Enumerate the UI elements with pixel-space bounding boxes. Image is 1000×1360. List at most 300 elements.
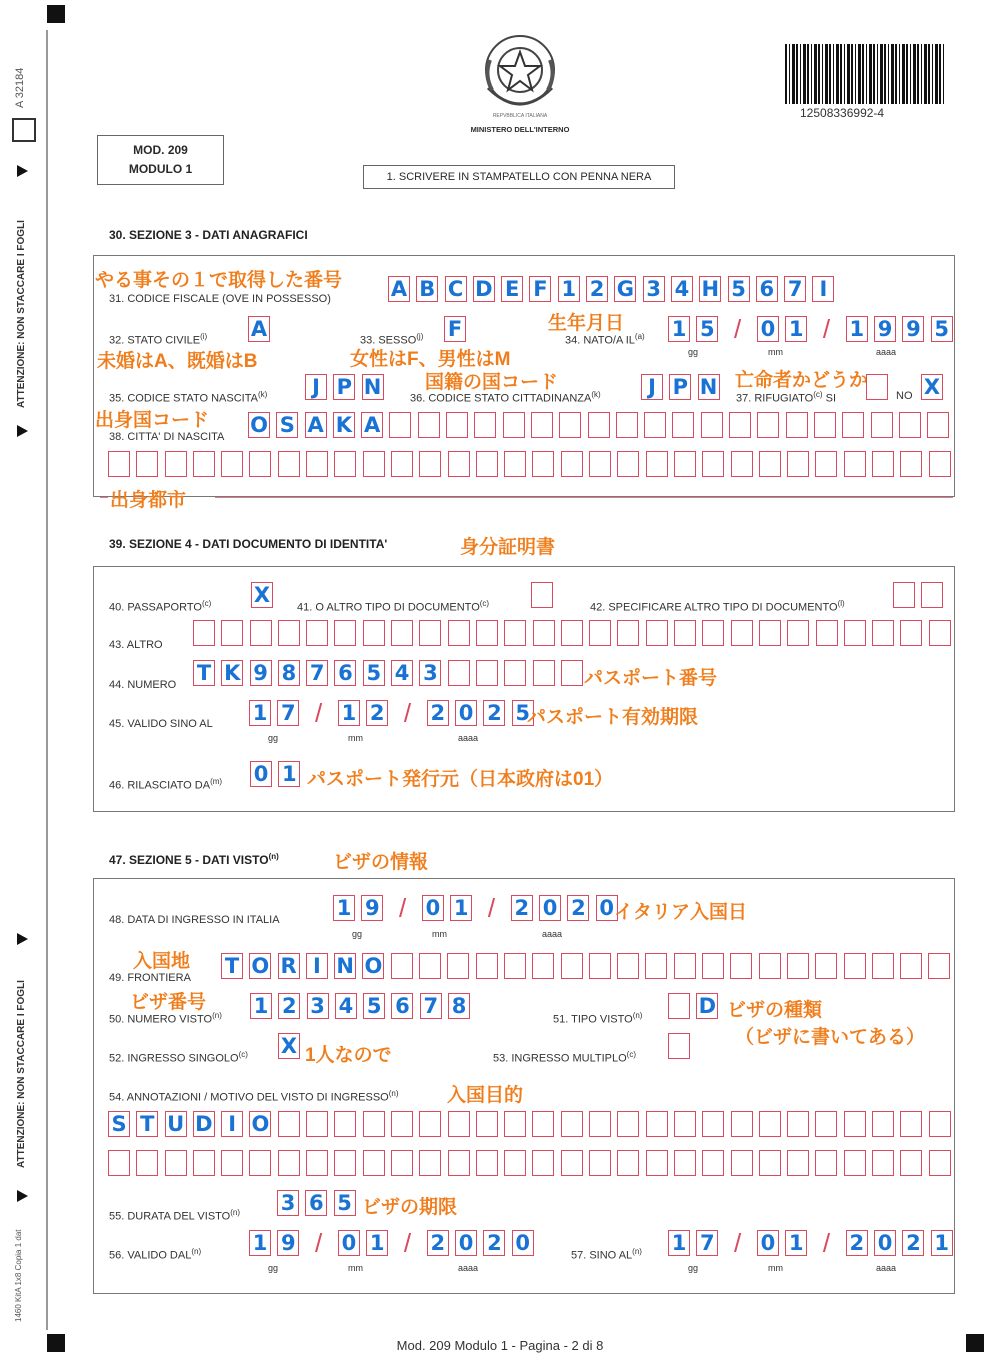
date-cell-mm[interactable]: 1 <box>338 700 360 726</box>
letter-cell[interactable] <box>787 620 809 646</box>
letter-cell[interactable] <box>334 1150 356 1176</box>
letter-cell[interactable] <box>929 620 951 646</box>
letter-cell[interactable]: J <box>641 374 663 400</box>
letter-cell[interactable]: 9 <box>250 660 272 686</box>
stato-civile-cells <box>248 316 276 342</box>
specificare-cell[interactable] <box>893 582 915 608</box>
letter-cell[interactable] <box>532 1150 554 1176</box>
letter-cell[interactable] <box>644 412 666 438</box>
letter-cell[interactable] <box>474 412 496 438</box>
letter-cell[interactable] <box>561 620 583 646</box>
letter-cell[interactable]: A <box>361 412 383 438</box>
letter-cell[interactable] <box>533 660 555 686</box>
letter-cell[interactable]: 8 <box>448 993 470 1019</box>
letter-cell[interactable] <box>504 953 526 979</box>
letter-cell[interactable] <box>815 451 837 477</box>
ingresso-multiplo-cell[interactable] <box>668 1033 690 1059</box>
letter-cell[interactable] <box>448 1150 470 1176</box>
letter-cell[interactable] <box>278 1111 300 1137</box>
letter-cell[interactable]: 5 <box>363 660 385 686</box>
letter-cell[interactable]: 4 <box>335 993 357 1019</box>
letter-cell[interactable]: 4 <box>391 660 413 686</box>
date-cell-yyyy[interactable]: 1 <box>846 316 868 342</box>
date-cell-dd[interactable]: 5 <box>696 316 718 342</box>
letter-cell[interactable] <box>193 451 215 477</box>
letter-cell[interactable] <box>646 1150 668 1176</box>
letter-cell[interactable] <box>900 1150 922 1176</box>
letter-cell[interactable] <box>418 412 440 438</box>
letter-cell[interactable]: 2 <box>278 993 300 1019</box>
letter-cell[interactable] <box>927 412 949 438</box>
letter-cell[interactable] <box>674 953 696 979</box>
letter-cell[interactable] <box>334 620 356 646</box>
letter-cell[interactable]: 8 <box>278 660 300 686</box>
letter-cell[interactable] <box>448 620 470 646</box>
letter-cell[interactable] <box>730 953 752 979</box>
letter-cell[interactable]: S <box>276 412 298 438</box>
letter-cell[interactable] <box>559 412 581 438</box>
letter-cell[interactable] <box>900 620 922 646</box>
letter-cell[interactable] <box>561 660 583 686</box>
letter-cell[interactable] <box>759 1111 781 1137</box>
letter-cell[interactable] <box>786 412 808 438</box>
ingresso-singolo-note: 1人なので <box>305 1045 392 1066</box>
letter-cell[interactable] <box>617 1150 639 1176</box>
letter-cell[interactable]: 3 <box>419 660 441 686</box>
letter-cell[interactable] <box>250 620 272 646</box>
letter-cell[interactable] <box>646 620 668 646</box>
letter-cell[interactable] <box>363 1150 385 1176</box>
tipo-visto-cell[interactable] <box>668 993 690 1019</box>
date-cell-yyyy[interactable]: 1 <box>931 1230 953 1256</box>
letter-cell[interactable] <box>193 620 215 646</box>
letter-cell[interactable] <box>702 953 724 979</box>
letter-cell[interactable] <box>589 953 611 979</box>
letter-cell[interactable] <box>702 451 724 477</box>
letter-cell[interactable] <box>108 451 130 477</box>
letter-cell[interactable] <box>533 620 555 646</box>
letter-cell[interactable]: T <box>136 1111 158 1137</box>
letter-cell[interactable] <box>787 451 809 477</box>
altro-tipo-cell[interactable] <box>531 582 553 608</box>
letter-cell[interactable]: N <box>362 374 384 400</box>
letter-cell[interactable] <box>532 953 554 979</box>
letter-cell[interactable] <box>702 1111 724 1137</box>
letter-cell[interactable] <box>701 412 723 438</box>
letter-cell[interactable] <box>759 451 781 477</box>
letter-cell[interactable]: H <box>699 276 721 302</box>
letter-cell[interactable] <box>617 1111 639 1137</box>
durata-cells <box>277 1190 362 1216</box>
letter-cell[interactable] <box>617 451 639 477</box>
date-cell-yyyy[interactable]: 2 <box>427 1230 449 1256</box>
letter-cell[interactable] <box>674 1111 696 1137</box>
letter-cell[interactable] <box>616 412 638 438</box>
letter-cell[interactable]: 5 <box>334 1190 356 1216</box>
letter-cell[interactable] <box>448 1111 470 1137</box>
date-cell-yyyy[interactable]: 9 <box>874 316 896 342</box>
letter-cell[interactable]: I <box>812 276 834 302</box>
letter-cell[interactable] <box>729 412 751 438</box>
letter-cell[interactable] <box>363 451 385 477</box>
letter-cell[interactable] <box>844 1150 866 1176</box>
letter-cell[interactable] <box>561 1111 583 1137</box>
rifugiato-si-cells <box>866 374 894 400</box>
letter-cell[interactable] <box>844 451 866 477</box>
letter-cell[interactable] <box>645 953 667 979</box>
letter-cell[interactable]: D <box>473 276 495 302</box>
passaporto-cell[interactable]: X <box>251 582 273 608</box>
letter-cell[interactable] <box>844 953 866 979</box>
letter-cell[interactable]: 6 <box>334 660 356 686</box>
letter-cell[interactable] <box>899 412 921 438</box>
letter-cell[interactable] <box>221 451 243 477</box>
letter-cell[interactable]: I <box>221 1111 243 1137</box>
valido-dal-mm-sublabel: mm <box>348 1263 363 1273</box>
letter-cell[interactable]: A <box>305 412 327 438</box>
date-cell-yyyy[interactable]: 9 <box>902 316 924 342</box>
letter-cell[interactable] <box>419 620 441 646</box>
letter-cell[interactable] <box>532 451 554 477</box>
letter-cell[interactable]: 3 <box>277 1190 299 1216</box>
letter-cell[interactable]: P <box>333 374 355 400</box>
letter-cell[interactable] <box>589 451 611 477</box>
letter-cell[interactable] <box>844 620 866 646</box>
letter-cell[interactable]: 3 <box>307 993 329 1019</box>
letter-cell[interactable]: N <box>334 953 356 979</box>
letter-cell[interactable] <box>872 1150 894 1176</box>
letter-cell[interactable] <box>306 1111 328 1137</box>
letter-cell[interactable] <box>363 620 385 646</box>
letter-cell[interactable] <box>306 451 328 477</box>
letter-cell[interactable] <box>476 1111 498 1137</box>
letter-cell[interactable] <box>448 660 470 686</box>
letter-cell[interactable] <box>646 451 668 477</box>
letter-cell[interactable]: K <box>333 412 355 438</box>
letter-cell[interactable]: 5 <box>363 993 385 1019</box>
letter-cell[interactable] <box>476 620 498 646</box>
letter-cell[interactable] <box>872 953 894 979</box>
letter-cell[interactable]: R <box>278 953 300 979</box>
letter-cell[interactable]: B <box>416 276 438 302</box>
letter-cell[interactable] <box>446 412 468 438</box>
date-cell-dd[interactable]: 1 <box>249 700 271 726</box>
letter-cell[interactable]: N <box>698 374 720 400</box>
valido-sino-note: パスポート有効期限 <box>527 707 699 728</box>
letter-cell[interactable] <box>419 451 441 477</box>
letter-cell[interactable] <box>306 620 328 646</box>
date-cell-dd[interactable]: 9 <box>361 895 383 921</box>
numero-label: 44. NUMERO <box>109 679 177 691</box>
date-separator: / <box>822 313 831 344</box>
annotazioni-note: 入国目的 <box>447 1085 524 1106</box>
date-cell-mm[interactable]: 1 <box>366 1230 388 1256</box>
rifugiato-no-cell[interactable]: X <box>921 374 943 400</box>
letter-cell[interactable] <box>872 1111 894 1137</box>
letter-cell[interactable] <box>900 1111 922 1137</box>
nato-il-note: 生年月日 <box>548 313 625 334</box>
letter-cell[interactable]: K <box>221 660 243 686</box>
letter-cell[interactable] <box>731 620 753 646</box>
letter-cell[interactable] <box>759 1150 781 1176</box>
letter-cell[interactable] <box>731 451 753 477</box>
date-cell-mm[interactable]: 1 <box>450 895 472 921</box>
sino-al-yyyy-sublabel: aaaa <box>876 1263 897 1273</box>
date-cell-mm[interactable]: 0 <box>757 316 779 342</box>
letter-cell[interactable] <box>221 1150 243 1176</box>
letter-cell[interactable] <box>389 412 411 438</box>
letter-cell[interactable] <box>929 1111 951 1137</box>
date-cell-yyyy[interactable]: 2 <box>846 1230 868 1256</box>
letter-cell[interactable]: O <box>249 1111 271 1137</box>
letter-cell[interactable]: 7 <box>306 660 328 686</box>
letter-cell[interactable]: 5 <box>728 276 750 302</box>
letter-cell[interactable]: C <box>445 276 467 302</box>
letter-cell[interactable] <box>561 953 583 979</box>
letter-cell[interactable] <box>419 1111 441 1137</box>
letter-cell[interactable] <box>249 451 271 477</box>
date-cell-yyyy[interactable]: 2 <box>483 1230 505 1256</box>
date-cell-yyyy[interactable]: 5 <box>931 316 953 342</box>
barcode <box>785 44 945 104</box>
letter-cell[interactable] <box>504 451 526 477</box>
letter-cell[interactable] <box>759 953 781 979</box>
letter-cell[interactable] <box>731 1150 753 1176</box>
letter-cell[interactable] <box>476 1150 498 1176</box>
letter-cell[interactable] <box>787 1150 809 1176</box>
letter-cell[interactable] <box>787 1111 809 1137</box>
letter-cell[interactable] <box>391 620 413 646</box>
letter-cell[interactable] <box>391 451 413 477</box>
letter-cell[interactable] <box>504 660 526 686</box>
letter-cell[interactable] <box>108 1150 130 1176</box>
date-cell-yyyy[interactable]: 5 <box>512 700 534 726</box>
letter-cell[interactable] <box>419 1150 441 1176</box>
letter-cell[interactable]: U <box>165 1111 187 1137</box>
arrow-icon <box>17 933 28 945</box>
letter-cell[interactable] <box>504 1111 526 1137</box>
date-cell-mm[interactable]: 0 <box>338 1230 360 1256</box>
date-cell-dd[interactable]: 7 <box>277 700 299 726</box>
citta-nascita-cells <box>248 412 955 438</box>
letter-cell[interactable] <box>278 1150 300 1176</box>
letter-cell[interactable] <box>363 1111 385 1137</box>
numero-visto-label: 50. NUMERO VISTO$^{(n)}$ <box>109 1011 222 1026</box>
date-cell-mm[interactable]: 0 <box>757 1230 779 1256</box>
tipo-visto-cell[interactable]: D <box>696 993 718 1019</box>
letter-cell[interactable] <box>278 451 300 477</box>
letter-cell[interactable]: T <box>193 660 215 686</box>
date-cell-yyyy[interactable]: 0 <box>539 895 561 921</box>
letter-cell[interactable] <box>815 953 837 979</box>
letter-cell[interactable] <box>476 660 498 686</box>
letter-cell[interactable]: A <box>388 276 410 302</box>
date-cell-yyyy[interactable]: 0 <box>455 700 477 726</box>
letter-cell[interactable] <box>532 1111 554 1137</box>
citta-underline-right <box>215 497 953 498</box>
letter-cell[interactable]: 6 <box>756 276 778 302</box>
date-cell-mm[interactable]: 1 <box>785 1230 807 1256</box>
letter-cell[interactable] <box>872 451 894 477</box>
letter-cell[interactable] <box>136 1150 158 1176</box>
letter-cell[interactable]: 1 <box>558 276 580 302</box>
date-cell-yyyy[interactable]: 2 <box>427 700 449 726</box>
date-cell-dd[interactable]: 9 <box>277 1230 299 1256</box>
letter-cell[interactable]: D <box>193 1111 215 1137</box>
letter-cell[interactable] <box>165 1150 187 1176</box>
letter-cell[interactable] <box>165 451 187 477</box>
letter-cell[interactable] <box>872 620 894 646</box>
letter-cell[interactable] <box>503 412 525 438</box>
date-cell-yyyy[interactable]: 2 <box>902 1230 924 1256</box>
letter-cell[interactable]: 7 <box>784 276 806 302</box>
ingresso-singolo-cell[interactable]: X <box>278 1033 300 1059</box>
letter-cell[interactable] <box>221 620 243 646</box>
letter-cell[interactable] <box>844 1111 866 1137</box>
letter-cell[interactable]: 6 <box>391 993 413 1019</box>
letter-cell[interactable] <box>589 620 611 646</box>
letter-cell[interactable] <box>759 620 781 646</box>
letter-cell[interactable]: S <box>108 1111 130 1137</box>
letter-cell[interactable]: J <box>305 374 327 400</box>
letter-cell[interactable] <box>588 412 610 438</box>
letter-cell[interactable]: O <box>362 953 384 979</box>
date-cell-mm[interactable]: 0 <box>422 895 444 921</box>
rifugiato-label: 37. RIFUGIATO$^{(c)}$ SI <box>736 390 837 405</box>
letter-cell[interactable] <box>646 1111 668 1137</box>
letter-cell[interactable] <box>561 451 583 477</box>
letter-cell[interactable] <box>334 451 356 477</box>
letter-cell[interactable]: 0 <box>250 761 272 787</box>
letter-cell[interactable] <box>731 1111 753 1137</box>
letter-cell[interactable]: F <box>529 276 551 302</box>
date-cell-yyyy[interactable]: 0 <box>512 1230 534 1256</box>
letter-cell[interactable]: I <box>306 953 328 979</box>
letter-cell[interactable] <box>929 451 951 477</box>
letter-cell[interactable]: 4 <box>671 276 693 302</box>
print-code: 1460 KitA 1x8 Copia 1 dat <box>14 1229 23 1322</box>
letter-cell[interactable] <box>391 1150 413 1176</box>
date-cell-yyyy[interactable]: 2 <box>567 895 589 921</box>
letter-cell[interactable] <box>476 451 498 477</box>
letter-cell[interactable] <box>702 620 724 646</box>
letter-cell[interactable] <box>589 1111 611 1137</box>
date-cell-dd[interactable]: 7 <box>696 1230 718 1256</box>
letter-cell[interactable]: T <box>221 953 243 979</box>
letter-cell[interactable] <box>617 953 639 979</box>
letter-cell[interactable]: G <box>614 276 636 302</box>
letter-cell[interactable] <box>504 620 526 646</box>
date-cell-dd[interactable]: 1 <box>333 895 355 921</box>
date-cell-dd[interactable]: 1 <box>249 1230 271 1256</box>
letter-cell[interactable] <box>531 412 553 438</box>
date-cell-yyyy[interactable]: 0 <box>596 895 618 921</box>
rifugiato-si-cell[interactable] <box>866 374 888 400</box>
letter-cell[interactable] <box>815 1150 837 1176</box>
letter-cell[interactable] <box>815 1111 837 1137</box>
letter-cell[interactable]: 7 <box>420 993 442 1019</box>
letter-cell[interactable] <box>757 412 779 438</box>
letter-cell[interactable] <box>476 953 498 979</box>
sesso-cell[interactable]: F <box>444 316 466 342</box>
passaporto-cells <box>251 582 279 608</box>
letter-cell[interactable] <box>334 1111 356 1137</box>
sino-al-mm-sublabel: mm <box>768 1263 783 1273</box>
date-cell-dd[interactable]: 1 <box>668 1230 690 1256</box>
date-cell-yyyy[interactable]: 0 <box>874 1230 896 1256</box>
letter-cell[interactable]: P <box>669 374 691 400</box>
codice-fiscale-note: やる事その１で取得した番号 <box>95 270 343 291</box>
letter-cell[interactable] <box>447 953 469 979</box>
letter-cell[interactable] <box>391 1111 413 1137</box>
letter-cell[interactable] <box>702 1150 724 1176</box>
ingresso-singolo-label: 52. INGRESSO SINGOLO$^{(c)}$ <box>109 1050 248 1065</box>
letter-cell[interactable] <box>249 1150 271 1176</box>
date-cell-yyyy[interactable]: 0 <box>455 1230 477 1256</box>
letter-cell[interactable] <box>871 412 893 438</box>
letter-cell[interactable] <box>448 451 470 477</box>
letter-cell[interactable] <box>787 953 809 979</box>
letter-cell[interactable] <box>589 1150 611 1176</box>
letter-cell[interactable] <box>561 1150 583 1176</box>
letter-cell[interactable] <box>617 620 639 646</box>
date-cell-mm[interactable]: 1 <box>785 316 807 342</box>
letter-cell[interactable] <box>929 1150 951 1176</box>
data-ingresso-cells <box>333 892 624 923</box>
letter-cell[interactable] <box>306 1150 328 1176</box>
letter-cell[interactable]: O <box>249 953 271 979</box>
letter-cell[interactable]: 6 <box>305 1190 327 1216</box>
stato-civile-cell[interactable]: A <box>248 316 270 342</box>
letter-cell[interactable]: O <box>248 412 270 438</box>
letter-cell[interactable] <box>672 412 694 438</box>
letter-cell[interactable]: 1 <box>278 761 300 787</box>
arrow-icon <box>17 165 28 177</box>
date-cell-yyyy[interactable]: 2 <box>511 895 533 921</box>
letter-cell[interactable] <box>816 620 838 646</box>
letter-cell[interactable] <box>900 953 922 979</box>
rifugiato-no-label: NO <box>896 390 913 402</box>
letter-cell[interactable]: E <box>501 276 523 302</box>
ingresso-mm-sublabel: mm <box>432 929 447 939</box>
letter-cell[interactable]: 2 <box>586 276 608 302</box>
letter-cell[interactable] <box>136 451 158 477</box>
letter-cell[interactable] <box>814 412 836 438</box>
valido-sino-yyyy-sublabel: aaaa <box>458 733 479 743</box>
letter-cell[interactable] <box>504 1150 526 1176</box>
letter-cell[interactable]: 3 <box>643 276 665 302</box>
cittadinanza-note: 国籍の国コード <box>425 372 559 393</box>
letter-cell[interactable] <box>419 953 441 979</box>
letter-cell[interactable]: 1 <box>250 993 272 1019</box>
letter-cell[interactable] <box>842 412 864 438</box>
letter-cell[interactable] <box>900 451 922 477</box>
letter-cell[interactable] <box>391 953 413 979</box>
altro-tipo-cells <box>531 582 559 608</box>
numero-visto-cells <box>250 993 476 1019</box>
letter-cell[interactable] <box>674 620 696 646</box>
specificare-cell[interactable] <box>921 582 943 608</box>
date-cell-dd[interactable]: 1 <box>668 316 690 342</box>
letter-cell[interactable] <box>674 451 696 477</box>
letter-cell[interactable] <box>278 620 300 646</box>
letter-cell[interactable] <box>928 953 950 979</box>
date-cell-yyyy[interactable]: 2 <box>483 700 505 726</box>
letter-cell[interactable] <box>193 1150 215 1176</box>
letter-cell[interactable] <box>674 1150 696 1176</box>
module-number: MODULO 1 <box>128 162 193 176</box>
date-cell-mm[interactable]: 2 <box>366 700 388 726</box>
